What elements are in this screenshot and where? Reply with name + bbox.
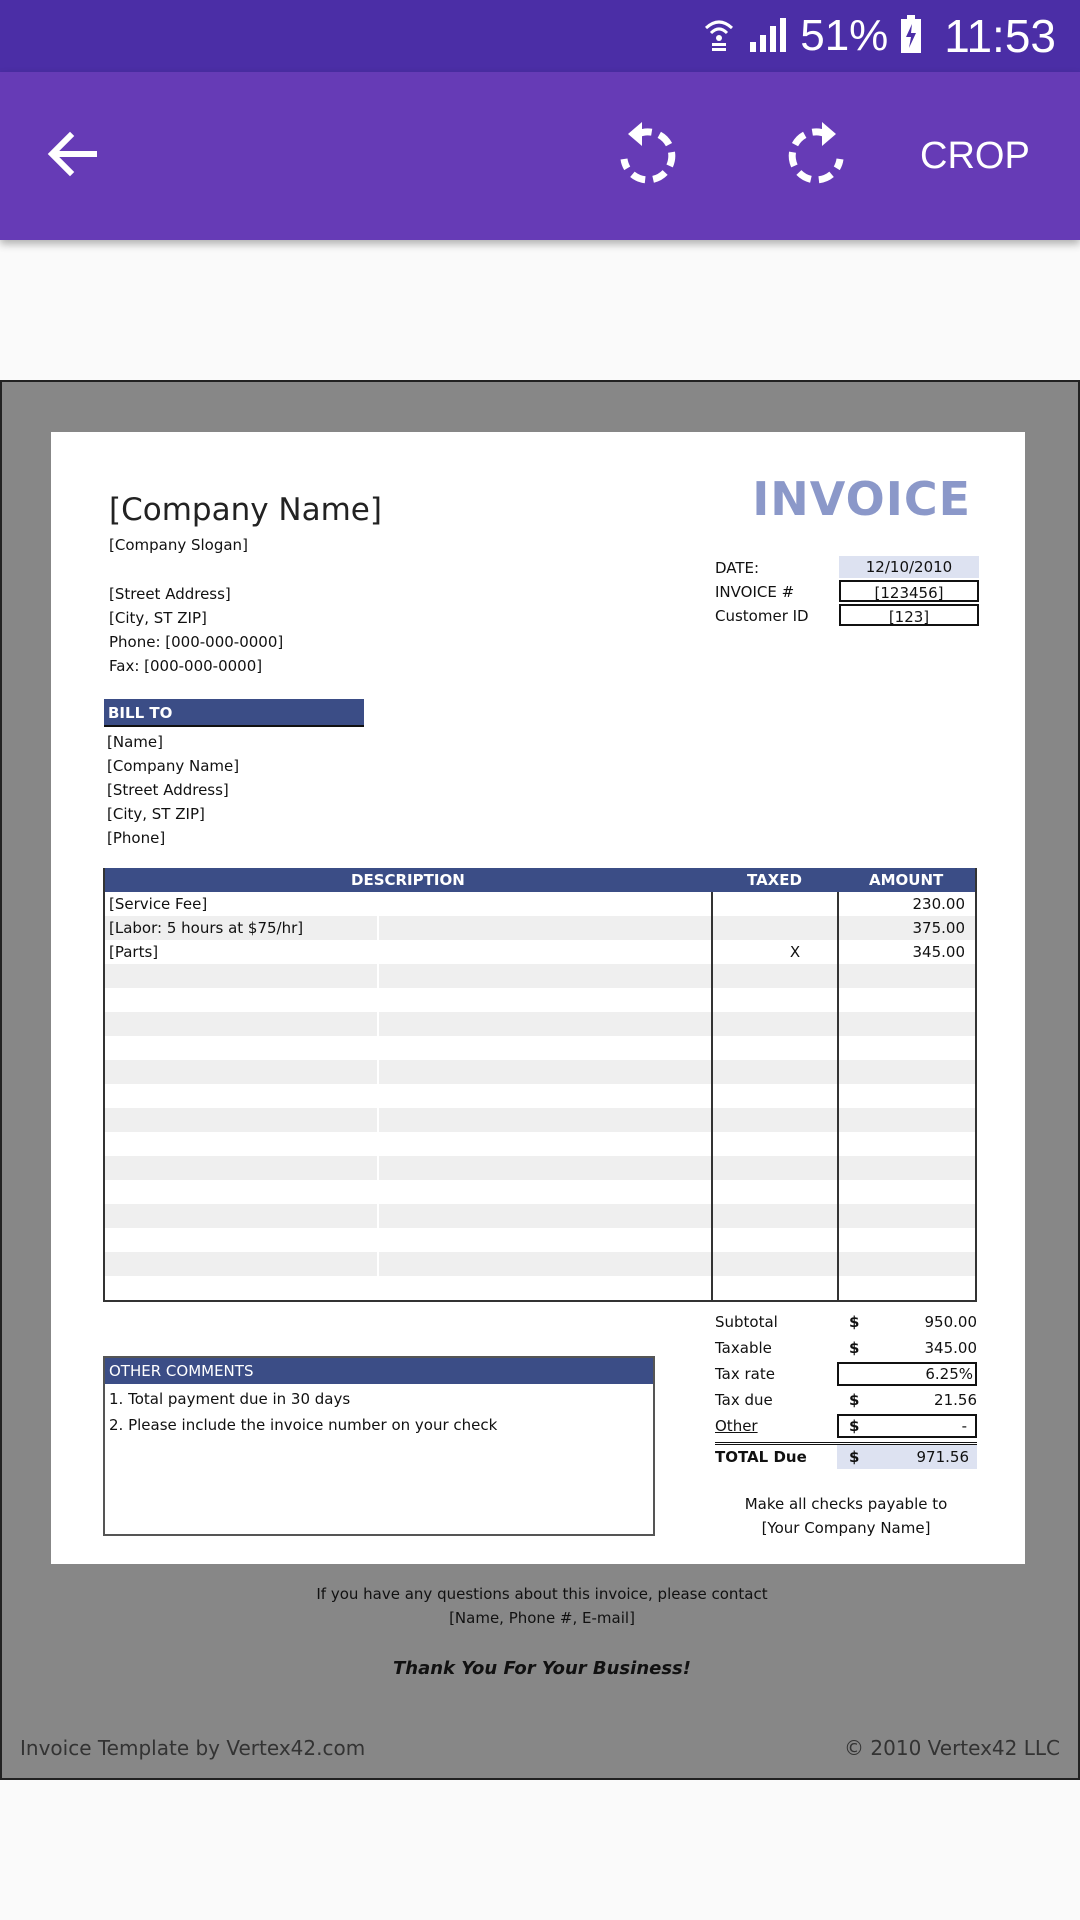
totals-row: Subtotal $ 950.00 <box>715 1313 977 1331</box>
table-row <box>105 1060 975 1084</box>
bill-to-heading: BILL TO <box>104 699 364 727</box>
battery-percent: 51% <box>800 11 889 60</box>
column-divider <box>377 868 379 1300</box>
table-row <box>105 1252 975 1276</box>
items-header <box>105 868 975 892</box>
rotate-right-button[interactable] <box>768 72 864 240</box>
company-slogan: [Company Slogan] <box>109 536 248 554</box>
totals-row: Tax rate 6.25% <box>715 1362 977 1386</box>
comments-heading: OTHER COMMENTS <box>105 1358 653 1384</box>
table-row <box>105 1156 975 1180</box>
toolbar <box>0 72 1080 240</box>
column-amount: AMOUNT <box>869 871 944 889</box>
clock: 11:53 <box>944 10 1056 62</box>
rotate-right-icon <box>780 114 852 198</box>
battery-charging-icon <box>900 15 922 57</box>
column-divider <box>711 868 713 1300</box>
table-row <box>105 1180 975 1204</box>
table-row <box>105 1036 975 1060</box>
column-divider <box>837 868 839 1300</box>
invoice-title: INVOICE <box>752 472 971 526</box>
table-row <box>105 1228 975 1252</box>
table-row: [Parts] X 345.00 <box>109 943 965 961</box>
thank-you-note: Thank You For Your Business! <box>393 1658 691 1679</box>
totals-row: Other $ - <box>715 1414 977 1438</box>
comment-line: 2. Please include the invoice number on your check <box>109 1416 498 1434</box>
table-row <box>105 1204 975 1228</box>
totals-row: Taxable $ 345.00 <box>715 1339 977 1357</box>
meta-date: DATE: 12/10/2010 <box>715 556 985 580</box>
bill-to-block: [Name] [Company Name] [Street Address] [City, ST ZIP] [Phone] <box>107 733 240 847</box>
other-comments <box>103 1356 655 1536</box>
copyright: © 2010 Vertex42 LLC <box>844 1736 1060 1760</box>
table-row <box>105 1108 975 1132</box>
signal-icon <box>748 16 788 56</box>
total-due-row: TOTAL Due $ 971.56 <box>715 1442 977 1466</box>
table-row: [Labor: 5 hours at $75/hr] 375.00 <box>105 916 975 940</box>
arrow-left-icon <box>46 128 98 184</box>
rotate-left-button[interactable] <box>600 72 696 240</box>
column-taxed: TAXED <box>747 871 802 889</box>
table-row <box>105 1012 975 1036</box>
items-table <box>103 868 977 1302</box>
table-row <box>105 1132 975 1156</box>
meta-invoice-number: INVOICE # [123456] <box>715 580 985 604</box>
invoice-document <box>51 432 1025 1564</box>
contact-note: If you have any questions about this invoice, please contact [Name, Phone #, E-mail] <box>316 1585 768 1627</box>
table-row <box>105 1084 975 1108</box>
wifi-icon <box>702 16 736 56</box>
rotate-left-icon <box>612 114 684 198</box>
table-row: [Service Fee] 230.00 <box>109 895 965 913</box>
back-button[interactable] <box>30 72 114 240</box>
comment-line: 1. Total payment due in 30 days <box>109 1390 351 1408</box>
table-row <box>105 964 975 988</box>
meta-customer-id: Customer ID [123] <box>715 604 985 628</box>
crop-button[interactable]: CROP <box>920 134 1030 177</box>
table-row <box>105 988 975 1012</box>
company-address: [Street Address] [City, ST ZIP] Phone: [000-000-0000] Fax: [000-000-0000] <box>109 585 284 675</box>
status-bar <box>0 0 1080 72</box>
template-credit: Invoice Template by Vertex42.com <box>20 1736 366 1760</box>
crop-image-area[interactable] <box>0 380 1080 1780</box>
column-description: DESCRIPTION <box>351 871 465 889</box>
payable-note: Make all checks payable to [Your Company Name] <box>744 1495 948 1537</box>
table-row <box>105 1276 975 1300</box>
company-name: [Company Name] <box>109 492 382 528</box>
totals-row: Tax due $ 21.56 <box>715 1391 977 1409</box>
